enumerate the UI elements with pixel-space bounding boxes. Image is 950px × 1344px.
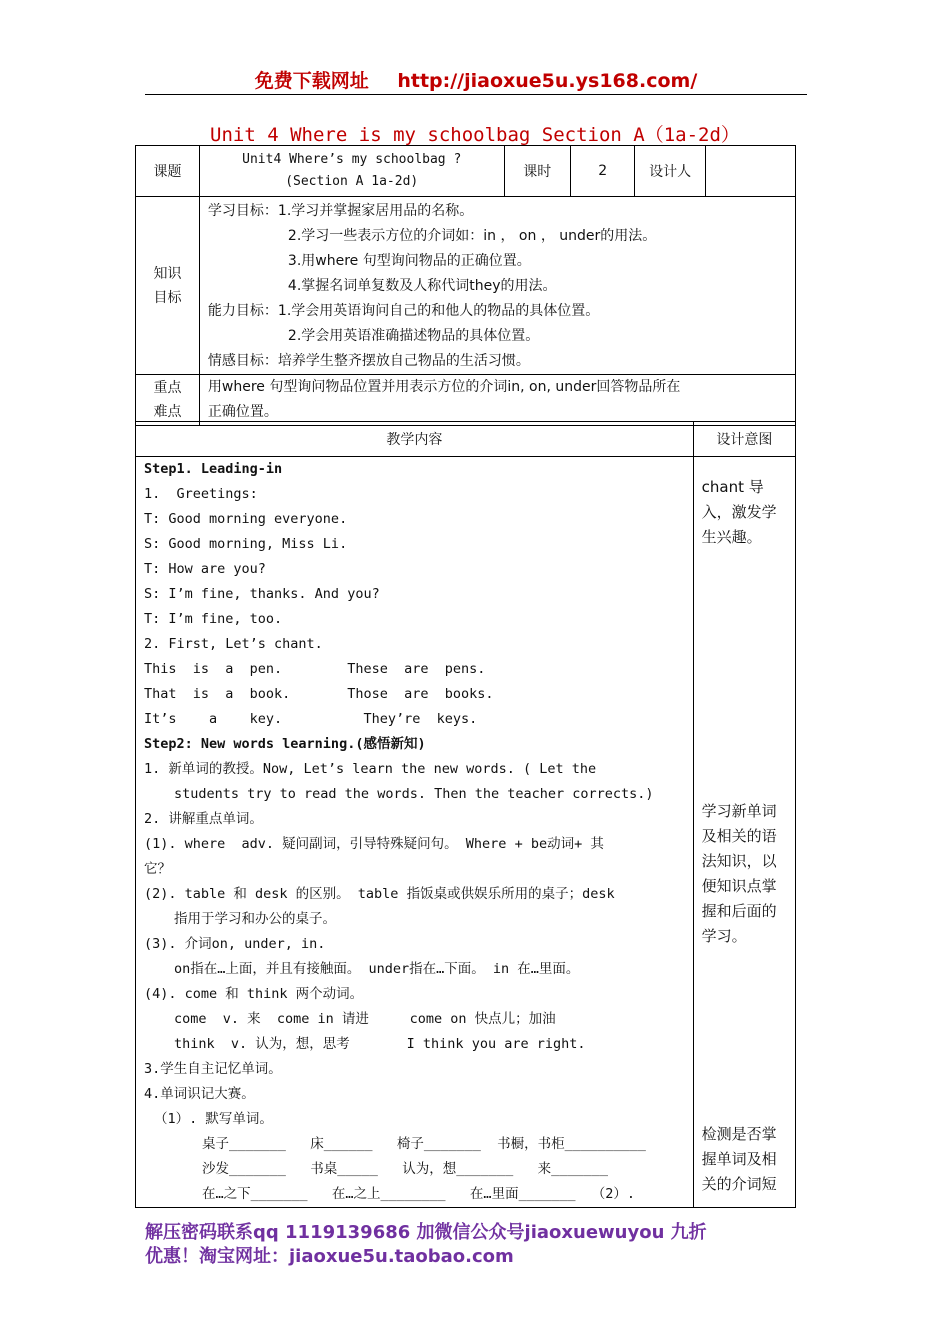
content-line: come v. 来 come in 请进 come on 快点儿；加油 — [174, 1011, 556, 1027]
content-line: S: I’m fine, thanks. And you? — [144, 586, 380, 602]
key-label-1: 重点 — [153, 380, 182, 396]
goal-line: 情感目标：培养学生整齐摆放自己物品的生活习惯。 — [207, 353, 530, 369]
footer-line-1: 解压密码联系qq 1119139686 加微信公众号jiaoxuewuyou 九折 — [145, 1222, 707, 1243]
designer-label: 设计人 — [635, 146, 705, 197]
key-line-1: 用where 句型询问物品位置并用表示方位的介词in, on, under回答物品所在 — [207, 379, 681, 395]
teaching-content-table — [135, 421, 796, 1208]
header-divider — [145, 94, 807, 95]
goals-content — [199, 197, 795, 375]
goal-line: 能力目标：1.学会用英语询问自己的和他人的物品的具体位置。 — [207, 303, 600, 319]
goal-line: 2.学习一些表示方位的介词如：in ， on ， under的用法。 — [287, 228, 657, 244]
designer-value — [705, 146, 795, 197]
goal-line: 2.学会用英语准确描述物品的具体位置。 — [287, 328, 540, 344]
content-line: （1）. 默写单词。 — [154, 1111, 273, 1127]
topic-value — [199, 146, 504, 197]
content-line: It’s a key. They’re keys. — [144, 711, 478, 727]
intent-note-1: chant 导入，激发学生兴趣。 — [701, 478, 777, 546]
goals-label-2: 目标 — [153, 289, 182, 306]
goal-line: 4.掌握名词单复数及人称代词they的用法。 — [287, 278, 557, 294]
goals-label-1: 知识 — [153, 265, 182, 282]
content-line: That is a book. Those are books. — [144, 686, 494, 702]
content-line: (1). where adv. 疑问副词，引导特殊疑问句。 Where + be动词+ 其 — [144, 836, 604, 852]
content-line: 4.单词识记大赛。 — [144, 1086, 255, 1102]
step-title: Step1. Leading-in — [144, 461, 283, 477]
goal-line: 3.用where 句型询问物品的正确位置。 — [287, 253, 531, 269]
content-line: 桌子_______ 床______ 椅子_______ 书橱，书柜__________ — [202, 1136, 646, 1152]
content-line: 2. 讲解重点单词。 — [144, 811, 263, 827]
content-line: 1. 新单词的教授。Now, Let’s learn the new words. ( Let the — [144, 761, 597, 777]
page-title: Unit 4 Where is my schoolbag Section A（1a-2d） — [210, 124, 740, 146]
intent-note-3: 检测是否掌握单词及相关的介词短 — [701, 1125, 777, 1193]
content-line: 3.学生自主记忆单词。 — [144, 1061, 282, 1077]
content-body — [136, 457, 694, 1208]
key-label — [136, 375, 200, 426]
content-line: 指用于学习和办公的桌子。 — [174, 911, 336, 927]
period-value: 2 — [571, 146, 635, 197]
content-header: 教学内容 — [136, 422, 694, 457]
topic-label: 课题 — [136, 146, 200, 197]
content-line: S: Good morning, Miss Li. — [144, 536, 348, 552]
key-line-2: 正确位置。 — [207, 404, 278, 420]
content-line: T: How are you? — [144, 561, 266, 577]
goal-line: 学习目标：1.学习并掌握家居用品的名称。 — [207, 203, 474, 219]
content-line: 它？ — [144, 861, 171, 877]
footer-line-2: 优惠！淘宝网址：jiaoxue5u.taobao.com — [145, 1246, 514, 1267]
content-line: (3). 介词on, under, in. — [144, 936, 326, 952]
period-label: 课时 — [504, 146, 570, 197]
key-content — [199, 375, 795, 426]
intent-body — [693, 457, 795, 1208]
content-line: T: I’m fine, too. — [144, 611, 283, 627]
content-line: students try to read the words. Then the teacher corrects.) — [174, 786, 654, 802]
site-header — [145, 66, 807, 93]
content-line: 沙发_______ 书桌_____ 认为，想_______ 来_______ — [202, 1161, 608, 1177]
content-line: 2. First, Let’s chant. — [144, 636, 323, 652]
content-line: 在…之下_______ 在…之上________ 在…里面_______ （2）. — [202, 1186, 635, 1202]
intent-note-2: 学习新单词及相关的语法知识，以便知识点掌握和后面的学习。 — [701, 802, 777, 945]
content-line: on指在…上面，并且有接触面。 under指在…下面。 in 在…里面。 — [174, 961, 580, 977]
content-line: think v. 认为，想，思考 I think you are right. — [174, 1036, 586, 1052]
content-line: (2). table 和 desk 的区别。 table 指饭桌或供娱乐所用的桌子；desk — [144, 886, 615, 902]
content-line: T: Good morning everyone. — [144, 511, 348, 527]
site-header-url[interactable]: http://jiaoxue5u.ys168.com/ — [397, 70, 698, 92]
lesson-info-table — [135, 145, 796, 426]
step-title: Step2: New words learning.(感悟新知) — [144, 736, 426, 752]
topic-line-1: Unit4 Where’s my schoolbag ? — [242, 152, 462, 167]
topic-line-2: (Section A 1a-2d) — [285, 174, 419, 189]
content-line: (4). come 和 think 两个动词。 — [144, 986, 364, 1002]
content-line: 1. Greetings: — [144, 486, 258, 502]
intent-header: 设计意图 — [693, 422, 795, 457]
key-label-2: 难点 — [153, 404, 182, 420]
site-header-label: 免费下载网址 — [254, 70, 369, 92]
content-line: This is a pen. These are pens. — [144, 661, 486, 677]
goals-label — [136, 197, 200, 375]
